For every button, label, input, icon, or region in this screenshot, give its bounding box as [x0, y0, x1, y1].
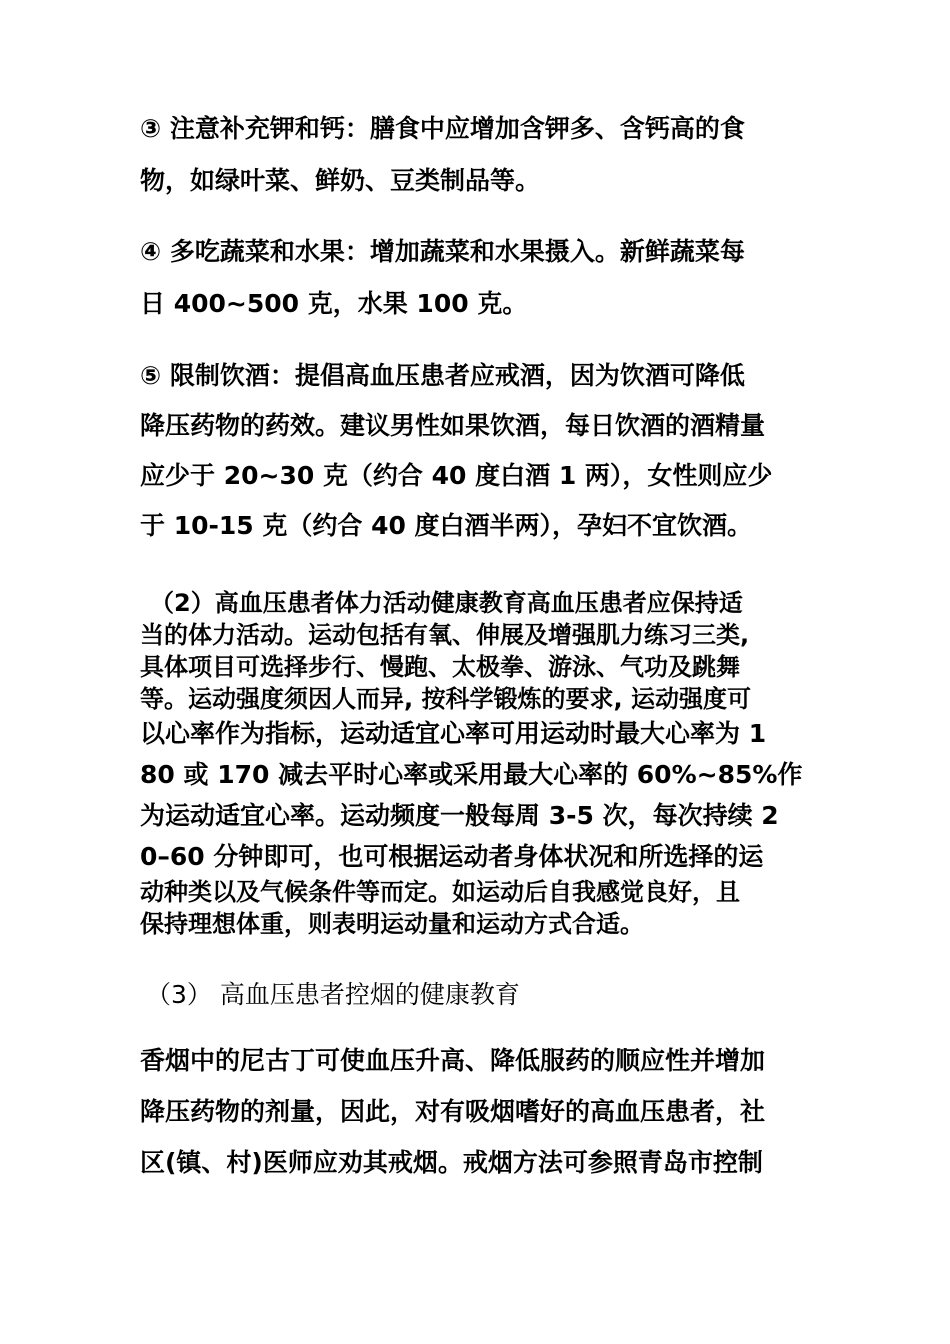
text-line: 动种类以及气候条件等而定。如运动后自我感觉良好，且 — [140, 878, 740, 906]
text-line: 物，如绿叶菜、鲜奶、豆类制品等。 — [140, 166, 541, 195]
text-line: （2）高血压患者体力活动健康教育高血压患者应保持适 — [150, 589, 743, 617]
text-line: 当的体力活动。运动包括有氧、伸展及增强肌力练习三类, — [140, 621, 750, 649]
text-line: 0–60 分钟即可，也可根据运动者身体状况和所选择的运 — [140, 842, 764, 871]
text-line: 降压药物的剂量，因此，对有吸烟嗜好的高血压患者，社 — [140, 1097, 766, 1126]
text-line: 具体项目可选择步行、慢跑、太极拳、游泳、气功及跳舞 — [140, 653, 740, 681]
text-line: 等。运动强度须因人而异, 按科学锻炼的要求, 运动强度可 — [140, 685, 751, 713]
text-line: 保持理想体重，则表明运动量和运动方式合适。 — [140, 910, 644, 938]
text-line: 以心率作为指标，运动适宜心率可用运动时最大心率为 1 — [140, 719, 767, 748]
text-line: ⑤ 限制饮酒：提倡高血压患者应戒酒，因为饮酒可降低 — [140, 361, 745, 390]
text-line: 日 400~500 克，水果 100 克。 — [140, 289, 528, 318]
text-line: ③ 注意补充钾和钙：膳食中应增加含钾多、含钙高的食 — [140, 114, 745, 143]
text-line: 于 10-15 克（约合 40 度白酒半两），孕妇不宜饮酒。 — [140, 511, 753, 540]
text-line: （3） 高血压患者控烟的健康教育 — [146, 980, 520, 1009]
text-line: 区(镇、村)医师应劝其戒烟。戒烟方法可参照青岛市控制 — [140, 1148, 763, 1177]
text-line: 为运动适宜心率。运动频度一般每周 3-5 次，每次持续 2 — [140, 801, 779, 830]
text-line: 降压药物的药效。建议男性如果饮酒，每日饮酒的酒精量 — [140, 411, 766, 440]
text-line: 应少于 20~30 克（约合 40 度白酒 1 两），女性则应少 — [140, 461, 773, 490]
text-line: 香烟中的尼古丁可使血压升高、降低服药的顺应性并增加 — [140, 1046, 766, 1075]
text-line: ④ 多吃蔬菜和水果：增加蔬菜和水果摄入。新鲜蔬菜每 — [140, 237, 745, 266]
text-line: 80 或 170 减去平时心率或采用最大心率的 60%~85%作 — [140, 760, 803, 789]
